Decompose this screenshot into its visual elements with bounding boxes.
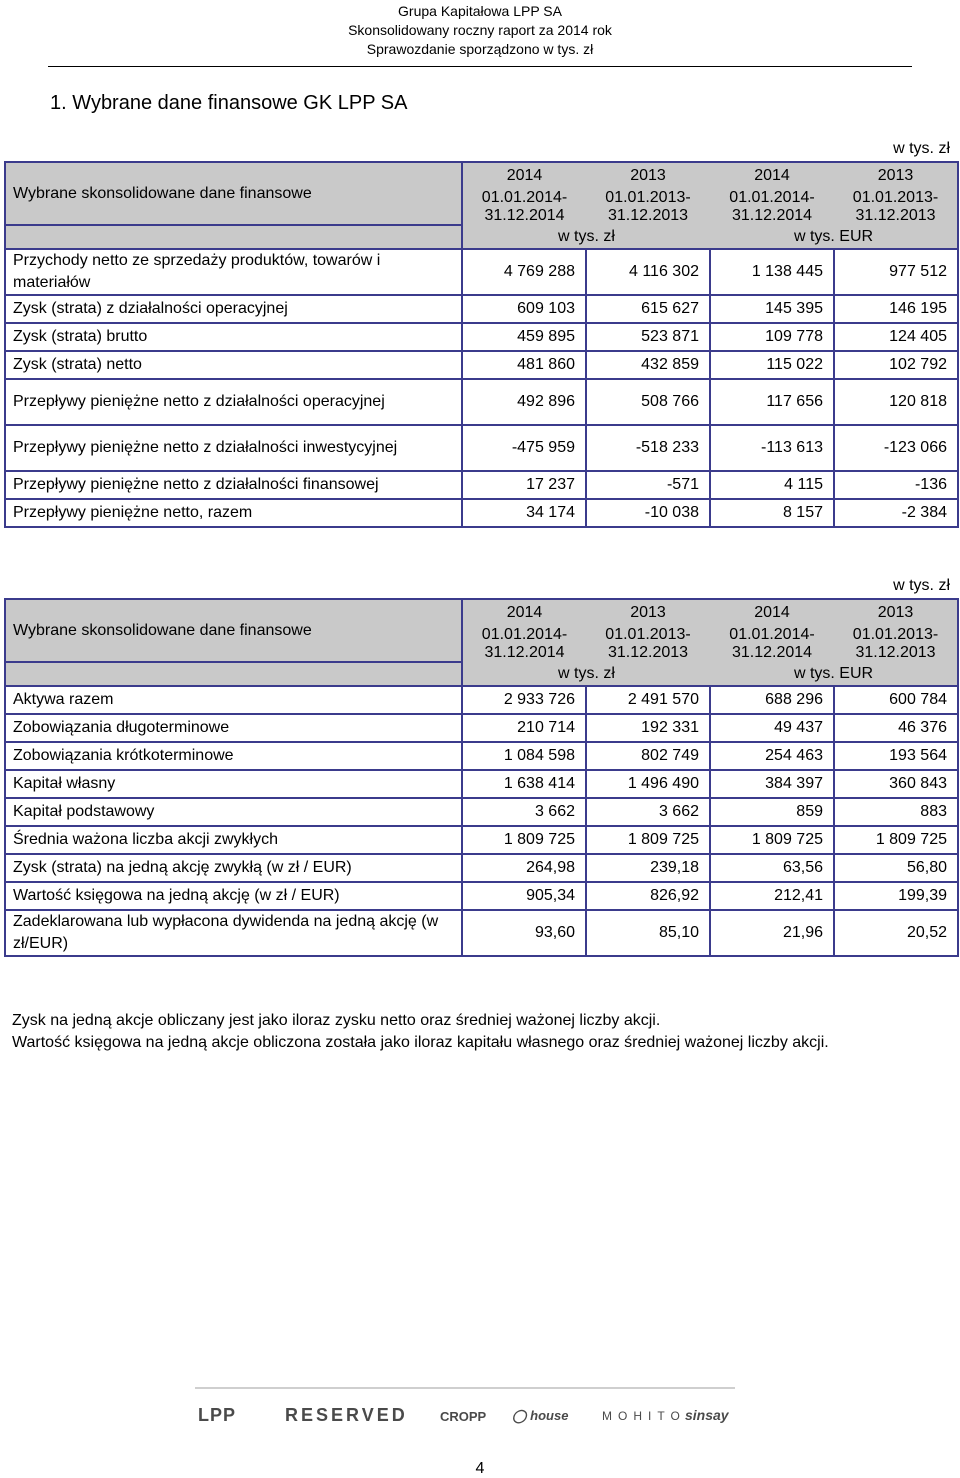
currency-eur-header: w tys. EUR [710, 225, 958, 249]
lpp-logo: LPP [198, 1405, 237, 1425]
header-currency-note: Sprawozdanie sporządzono w tys. zł [366, 41, 594, 57]
sinsay-logo: sinsay [685, 1407, 729, 1423]
section-title: 1. Wybrane dane finansowe GK LPP SA [50, 92, 408, 114]
year-header: 2014 [710, 162, 834, 189]
footer-rule [195, 1387, 735, 1389]
period-header: 01.01.2013- 31.12.2013 [586, 626, 710, 662]
table-row: Zysk (strata) na jedną akcję zwykłą (w zł / EUR) 264,98 239,18 63,56 56,80 [5, 854, 958, 882]
table1-header-blank [5, 225, 462, 249]
footnote-book-value: Wartość księgowa na jedną akcje obliczona została jako iloraz kapitału własnego oraz średniej ważonej liczby akcji. [12, 1034, 829, 1051]
header-report: Skonsolidowany roczny raport za 2014 rok [348, 22, 612, 38]
period-header: 01.01.2014- 31.12.2014 [462, 626, 586, 662]
table-row: Zysk (strata) z działalności operacyjnej 609 103 615 627 145 395 146 195 [5, 295, 958, 323]
table-row: Przepływy pieniężne netto, razem 34 174 -10 038 8 157 -2 384 [5, 499, 958, 527]
table-row: Przepływy pieniężne netto z działalności operacyjnej 492 896 508 766 117 656 120 818 [5, 379, 958, 425]
cropp-logo: CROPP [440, 1409, 487, 1424]
reserved-logo: RESERVED [285, 1405, 408, 1425]
table2-header-blank [5, 662, 462, 686]
table-row: Aktywa razem 2 933 726 2 491 570 688 296 600 784 [5, 686, 958, 714]
period-header: 01.01.2014- 31.12.2014 [462, 189, 586, 225]
table-row: Zysk (strata) netto 481 860 432 859 115 022 102 792 [5, 351, 958, 379]
year-header: 2013 [586, 599, 710, 626]
table-row: Zadeklarowana lub wypłacona dywidenda na jedną akcję (w zł/EUR) 93,60 85,10 21,96 20,52 [5, 910, 958, 956]
header-company: Grupa Kapitałowa LPP SA [398, 3, 562, 19]
balance-sheet-table [4, 598, 959, 957]
document-header [0, 2, 960, 59]
table-row: Średnia ważona liczba akcji zwykłych 1 809 725 1 809 725 1 809 725 1 809 725 [5, 826, 958, 854]
table-row: Przychody netto ze sprzedaży produktów, towarów i materiałów 4 769 288 4 116 302 1 138 445 977 512 [5, 249, 958, 295]
table-row: Kapitał własny 1 638 414 1 496 490 384 397 360 843 [5, 770, 958, 798]
period-header: 01.01.2014- 31.12.2014 [710, 626, 834, 662]
table-row: Zobowiązania długoterminowe 210 714 192 331 49 437 46 376 [5, 714, 958, 742]
period-header: 01.01.2013- 31.12.2013 [586, 189, 710, 225]
header-rule [48, 66, 912, 67]
table-row: Przepływy pieniężne netto z działalności inwestycyjnej -475 959 -518 233 -113 613 -123 066 [5, 425, 958, 471]
table-row: Zysk (strata) brutto 459 895 523 871 109 778 124 405 [5, 323, 958, 351]
year-header: 2013 [834, 162, 958, 189]
currency-pln-header: w tys. zł [462, 225, 710, 249]
year-header: 2014 [462, 599, 586, 626]
year-header: 2014 [462, 162, 586, 189]
period-header: 01.01.2013- 31.12.2013 [834, 189, 958, 225]
table1-unit-note: w tys. zł [893, 140, 950, 157]
mohito-logo: MOHITO [602, 1409, 686, 1423]
table2-unit-note: w tys. zł [893, 577, 950, 594]
year-header: 2013 [586, 162, 710, 189]
table-row: Przepływy pieniężne netto z działalności finansowej 17 237 -571 4 115 -136 [5, 471, 958, 499]
footnote-eps: Zysk na jedną akcje obliczany jest jako iloraz zysku netto oraz średniej ważonej liczby akcji. [12, 1012, 661, 1029]
table2-header-label: Wybrane skonsolidowane dane finansowe [5, 599, 462, 662]
brand-logos [190, 1405, 750, 1431]
income-statement-table [4, 161, 959, 528]
table-row: Kapitał podstawowy 3 662 3 662 859 883 [5, 798, 958, 826]
currency-eur-header: w tys. EUR [710, 662, 958, 686]
house-logo: ◯ house [512, 1408, 569, 1423]
footnotes [12, 1010, 947, 1054]
table1-header-label: Wybrane skonsolidowane dane finansowe [5, 162, 462, 225]
period-header: 01.01.2013- 31.12.2013 [834, 626, 958, 662]
year-header: 2013 [834, 599, 958, 626]
page-number: 4 [475, 1460, 485, 1477]
table-row: Wartość księgowa na jedną akcję (w zł / EUR) 905,34 826,92 212,41 199,39 [5, 882, 958, 910]
currency-pln-header: w tys. zł [462, 662, 710, 686]
period-header: 01.01.2014- 31.12.2014 [710, 189, 834, 225]
year-header: 2014 [710, 599, 834, 626]
table-row: Zobowiązania krótkoterminowe 1 084 598 802 749 254 463 193 564 [5, 742, 958, 770]
